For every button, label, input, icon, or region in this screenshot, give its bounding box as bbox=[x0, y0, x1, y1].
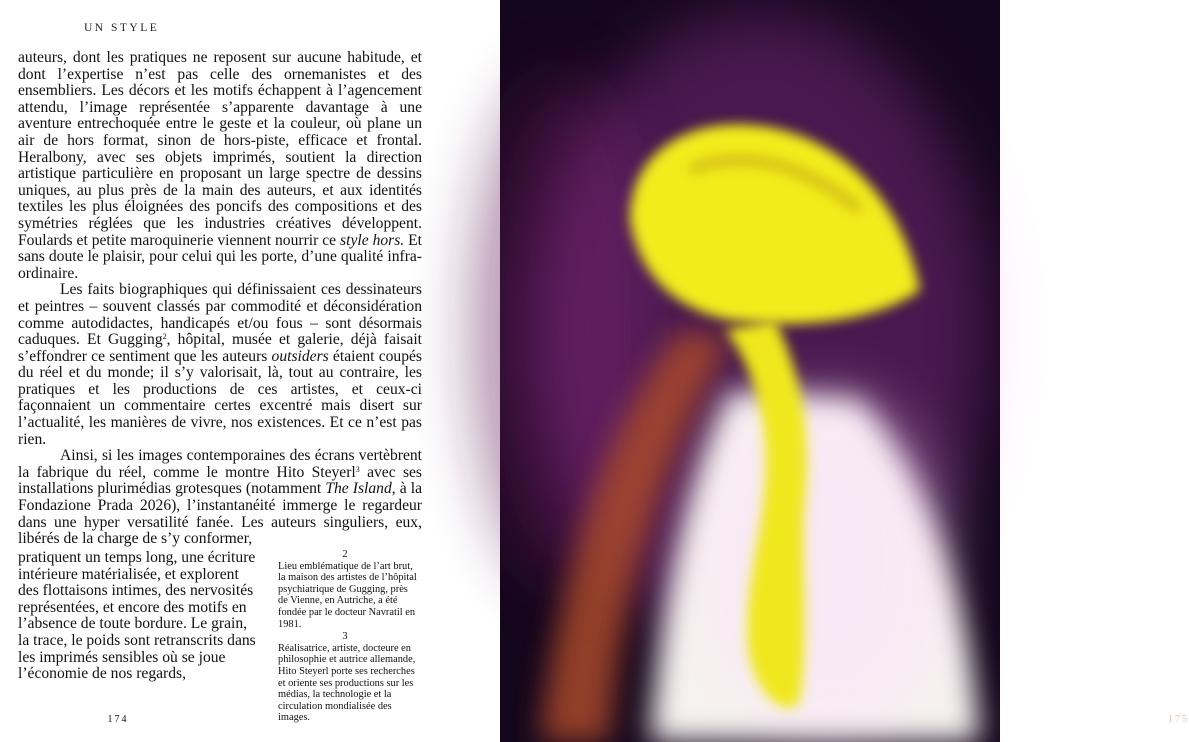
running-head: UN STYLE bbox=[84, 22, 160, 34]
footnote-number: 2 bbox=[342, 549, 348, 560]
paragraph-2-text-b: , hôpital, musée et galerie, déjà faisait s’effondrer ce sentiment que les auteurs bbox=[18, 331, 422, 365]
footnote-text: Réalisatrice, artiste, docteure en philosophie et autrice allemande, Hito Steyerl porte ses recherches et oriente ses productions sur les médias, la technologie et la circulation mondialisée des images. bbox=[278, 642, 416, 724]
paragraph-2 bbox=[18, 282, 422, 448]
paragraph-1-text-a: auteurs, dont les pratiques ne reposent sur aucune habitude, et dont l’expertise n’est pas celle des ornemanistes et des ensembliers. Les décors et les motifs échappent à l’agencement attendu, l’image représentée s’apparente davantage à une aventure entrechoquée entre le geste et la couleur, où plane un air de hors format, sinon de hors-piste, efficace et frontal. Heralbony, avec ses objets imprimés, soutient la direction artistique particulière en proposant un large spectre de dessins uniques, au plus près de la main des auteurs, et aux identités textiles les plus éloignées des poncifs des compositions et des symétries réglées que les industries créatives développent. Foulards et petite maroquinerie viennent nourrir ce bbox=[18, 49, 422, 249]
paragraph-1-text-b: Et sans doute le plaisir, pour celui qui les porte, d’une qualité infra-ordinaire. bbox=[18, 231, 423, 282]
paragraph-2-text-c: étaient coupés du réel et du monde; il s’y valorisait, là, tout au contraire, les pratiques et les productions de ces artistes, et ceux-ci façonnaient un commentaire certes excentré mais disert sur l’actualité, les manières de vivre, nos existences. Et ce n’est pas rien. bbox=[18, 347, 422, 448]
paragraph-3-text-b: avec ses installations plurimédias grotesques (notamment bbox=[18, 463, 423, 498]
footnote-text: Lieu emblématique de l’art brut, la maison des artistes de l’hôpital psychiatrique de Gugging, près de Vienne, en Autriche, a été fondée par le docteur Navratil en 1981. bbox=[278, 560, 417, 630]
shirt-glow bbox=[710, 390, 950, 730]
body-text bbox=[18, 50, 422, 548]
footnote-ref-2: 2 bbox=[162, 332, 167, 342]
paragraph-3-continued: pratiquent un temps long, une écriture intérieure matérialisée, et explorent des flottaisons intimes, des nervosités représentées, et encore des motifs en l’absence de toute bordure. Le grain, la trace, le poids sont retranscrits dans les imprimés sensibles où se joue l’économie de nos regards, bbox=[18, 549, 256, 683]
footnote-number: 3 bbox=[342, 631, 348, 643]
footnote-ref-3: 3 bbox=[355, 464, 360, 474]
paragraph-3-text-a: Ainsi, si les images contemporaines des écrans vertèbrent la fabrique du réel, comme le montre Hito Steyerl bbox=[18, 447, 422, 481]
page-number-left: 174 bbox=[107, 714, 129, 725]
paragraph-1-emphasis: style hors. bbox=[340, 231, 405, 249]
paragraph-3 bbox=[18, 448, 422, 548]
photo-page bbox=[500, 0, 1189, 742]
footnotes bbox=[270, 549, 420, 725]
footnote-2 bbox=[270, 549, 420, 630]
paragraph-3-text-c: , à la Fondazione Prada 2026), l’instantanéité immerge le regardeur dans une hyper versatilité fanée. Les auteurs singuliers, eux, libérés de la charge de s’y conformer, bbox=[18, 480, 422, 548]
paragraph-2-emphasis: outsiders bbox=[271, 347, 329, 365]
footnote-3 bbox=[270, 631, 420, 724]
page-number-right: 175 bbox=[1168, 714, 1189, 725]
body-text-continued bbox=[18, 550, 258, 683]
paragraph-3-emphasis: The Island bbox=[325, 480, 392, 498]
blurred-portrait-photo bbox=[500, 0, 1000, 742]
left-page bbox=[0, 0, 500, 742]
paragraph-1 bbox=[18, 50, 422, 282]
paragraph-2-text-a: Les faits biographiques qui définissaient ces dessinateurs et peintres – souvent classés par commodité et déconsidération comme autodidactes, handicapés et/ou fous – sont désormais caduques. Et Gugging bbox=[18, 281, 422, 349]
